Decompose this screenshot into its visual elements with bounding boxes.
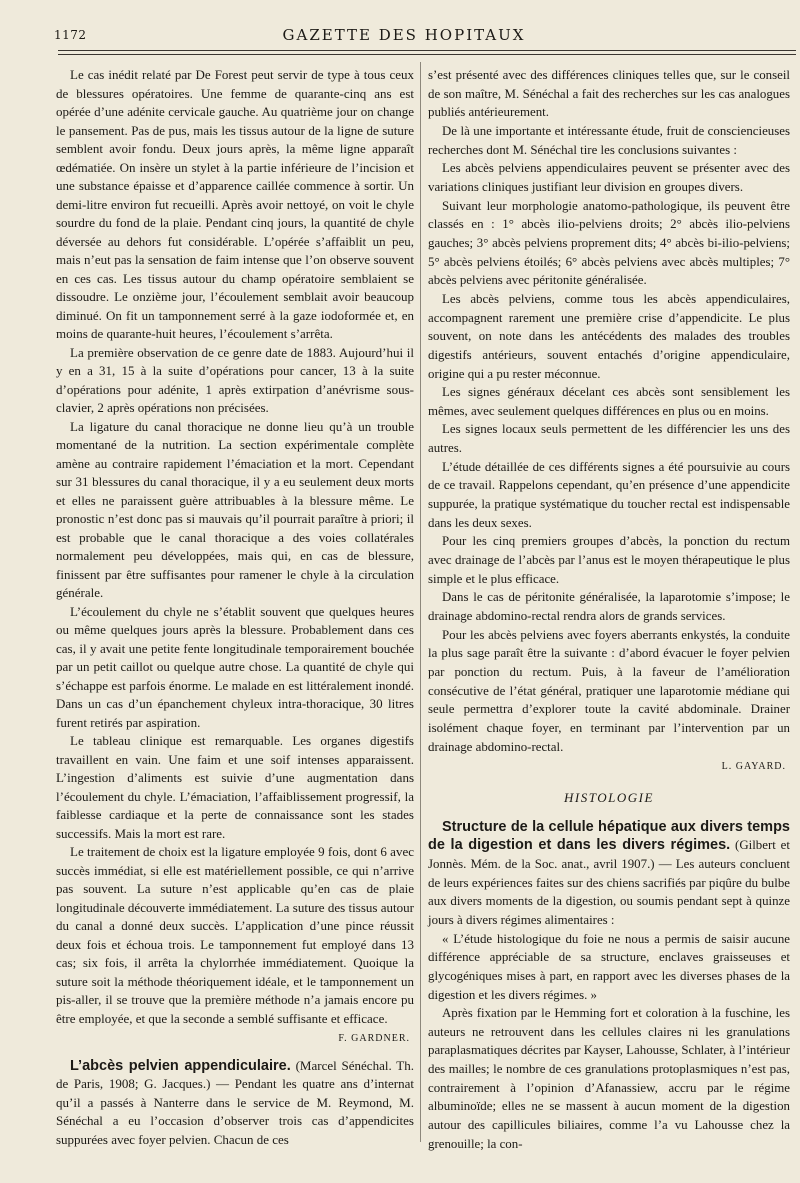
paragraph: « L’étude histologique du foie ne nous a permis de saisir aucune différence appréciable de sa structure, enclaves graisseuses et glycogéniques mises à part, en rapport avec les diverses phases de la digestion et les divers régimes. »	[428, 931, 790, 1002]
paragraph: Les signes locaux seuls permettent de les différencier les uns des autres.	[428, 422, 790, 456]
column-divider	[420, 62, 421, 1142]
page-header	[54, 24, 754, 46]
paragraph: Le cas inédit relaté par De Forest peut servir de type à tous ceux de blessures opératoires. Une femme de quarante-cinq ans est opérée d’une adénite cervicale gauche. Au quatrième jour on change le pansement. Pas de pus, mais les tissus autour de la ligne de suture semblent avoir fondu. Deux jours après, la même ligne apparaît œdématiée. On insère un stylet à la partie inférieure de l’incision et une substance épaisse et d’apparence caillée commence à sortir. Un demi-litre environ fut recueilli. Après avoir nettoyé, on voit le chyle sourdre du fond de la plaie. Pendant cinq jours, la quantité de chyle déversée au dehors fut considérable. L’opérée s’affaiblit un peu, mais n’eut pas la sensation de faim intense que l’on observe souvent en ces cas. Les tissus autour du champ opératoire semblaient se dissoudre. Le onzième jour, l’écoulement semblait avoir beaucoup diminué. On fit un tamponnement serré à la gaze iodoformée et, en moins de quarante-huit heures, l’écoulement s’arrêta.	[56, 67, 414, 341]
paragraph: L’écoulement du chyle ne s’établit souvent que quelques heures ou même quelques jours après la blessure. Probablement dans ces cas, il y avait une petite fente longitudinale temporairement bouchée par un petit caillot ou quelque autre chose. La quantité de chyle qui s’échappe est parfois énorme. Le malade en est littéralement inondé. Dans un cas d’un épanchement chyleux intra-thoracique, 30 litres furent retirés par aspiration.	[56, 603, 414, 730]
journal-title: GAZETTE DES HOPITAUX	[282, 26, 526, 44]
paragraph: Le traitement de choix est la ligature employée 9 fois, dont 6 avec succès immédiat, si elle est matériellement possible, ce qui n’arrive pas souvent. La suture n’est applicable qu’en cas de plaie longitudinale découverte immédiatement. La suture des tissus autour du canal a donné deux succès. L’application d’une pince réussit deux fois et échoua trois. Le tamponnement fut employé dans 13 cas; six fois, il arrêta la chylorrhée immédiatement. Quoique la suture soit la méthode théoriquement idéale, et le tamponnement un pis-aller, il se trouve que la première méthode n’a jamais encore pu être employée, et que la seconde a semblé suffisante et efficace.	[56, 844, 414, 1026]
right-column	[428, 66, 790, 1153]
article-lead: (Marcel Sénéchal. Th. de Paris, 1908; G. Jacques.) — Pendant les quatre ans d’internat qu’il a passés à Nanterre dans le service de M. Reymond, M. Sénéchal a eu l’occasion d’observer trois cas d’appendicites suppurées avec foyer pelvien. Chacun de ces	[56, 1057, 414, 1147]
paragraph: Le tableau clinique est remarquable. Les organes digestifs travaillent en vain. Une faim et une soif intenses apparaissent. L’ingestion d’aliments est suivie d’une augmentation dans l’écoulement du chyle. L’émaciation, l’affaiblissement progressif, la faiblesse cardiaque et la perte de connaissance sont les stades successifs. Mais la mort est rare.	[56, 733, 414, 841]
paragraph: Pour les abcès pelviens avec foyers aberrants enkystés, la conduite la plus sage paraît être la suivante : d’abord évacuer le foyer pelvien par ponction du rectum. Puis, à la faveur de l’amélioration consécutive de l’état général, pratiquer une laparotomie médiane qui seule permettra d’explorer toute la cavité abdominale. Drainer isolément chaque foyer, en terminant par l’intervention par un drainage abdomino-rectal.	[428, 627, 790, 754]
paragraph: Suivant leur morphologie anatomo-pathologique, ils peuvent être classés en : 1° abcès ilio-pelviens droits; 2° abcès ilio-pelviens gauches; 3° abcès pelviens proprement dits; 4° abcès bi-ilio-pelviens; 5° abcès pelviens étoilés; 6° abcès pelviens avec abcès multiples; 7° abcès pelviens avec péritonite généralisée.	[428, 198, 790, 288]
author-signature: L. GAYARD.	[721, 761, 786, 773]
section-heading: HISTOLOGIE	[564, 789, 654, 805]
page-number: 1172	[54, 28, 87, 42]
paragraph: Les signes généraux décelant ces abcès sont sensiblement les mêmes, avec seulement quelques différences en plus ou en moins.	[428, 385, 790, 418]
article-paragraph	[56, 1057, 414, 1150]
paragraph: Dans le cas de péritonite généralisée, la laparotomie s’impose; le drainage abdomino-rectal rendra alors de grands services.	[428, 590, 790, 624]
paragraph: La première observation de ce genre date de 1883. Aujourd’hui il y en a 31, 15 à la suite d’opérations pour cancer, 13 à la suite d’opérations pour adénite, 1 après extirpation d’anévrisme sous-clavier, 2 après opérations non précisées.	[56, 344, 414, 415]
author-signature: F. GARDNER.	[338, 1033, 410, 1044]
left-column	[56, 66, 414, 1149]
article-title: Structure de la cellule hépatique aux divers temps de la digestion et dans les divers régimes.	[428, 818, 790, 854]
paragraph: La ligature du canal thoracique ne donne lieu qu’à un trouble momentané de la nutrition. La section expérimentale complète amène au contraire rapidement l’émaciation et la mort. Cependant sur 31 blessures du canal thoracique, il y a eu seulement deux morts et elles ne paraissent guère attribuables à la blessure même. Le pronostic n’est donc pas si mauvais qu’il pourrait paraître à priori; il est probable que le canal thoracique a des voies collatérales normalement peu développées, mais qui, en cas de blessure, finissent par être suffisantes pour ramener le chyle à la circulation générale.	[56, 418, 414, 600]
header-rule	[58, 50, 796, 51]
paragraph: Les abcès pelviens appendiculaires peuvent se présenter avec des variations cliniques justifiant leur division en groupes divers.	[428, 161, 790, 194]
paragraph: De là une importante et intéressante étude, fruit de consciencieuses recherches dont M. Sénéchal tire les conclusions suivantes :	[428, 123, 790, 157]
article-title: L’abcès pelvien appendiculaire.	[70, 1057, 291, 1074]
paragraph: Pour les cinq premiers groupes d’abcès, la ponction du rectum avec drainage de l’abcès par l’anus est le moyen thérapeutique le plus simple et le plus efficace.	[428, 534, 790, 586]
article-paragraph	[428, 818, 790, 930]
paragraph: L’étude détaillée de ces différents signes a été poursuivie au cours de ce travail. Rappelons cependant, qu’en présence d’une appendicite suppurée, la pratique systématique du toucher rectal est indispensable dans les deux sexes.	[428, 459, 790, 530]
article-lead: (Gilbert et Jonnès. Mém. de la Soc. anat., avril 1907.) — Les auteurs concluent de leurs expériences faites sur des chiens sacrifiés par piqûre du bulbe aux divers moments de la digestion, ou soumis pendant sept à quinze jours à divers régimes alimentaires :	[428, 838, 790, 927]
paragraph: Les abcès pelviens, comme tous les abcès appendiculaires, accompagnent rarement une première crise d’appendicite. Le plus souvent, on note dans les antécédents des malades des troubles digestifs antérieurs, souvent entachés d’origine appendiculaire, origine qui a pu rester méconnue.	[428, 291, 790, 381]
header-rule-double	[58, 54, 796, 55]
paragraph: Après fixation par le Hemming fort et coloration à la fuschine, les auteurs ne retrouvent dans les cellules claires ni les granulations paraplasmatiques décrites par Kayser, Lahousse, Schlater, à l’intérieur des mailles; le nombre de ces granulations protoplasmiques n’est pas, contrairement à l’opinion d’Afanassiew, accru par le régime albuminoïde; elles ne se massent à aucun moment de la digestion autour des capillicules biliaires, comme l’a vu Lahousse chez la grenouille; la con-	[428, 1006, 790, 1151]
paragraph: s’est présenté avec des différences cliniques telles que, sur le conseil de son maître, M. Sénéchal a fait des recherches sur les cas analogues publiés antérieurement.	[428, 68, 790, 120]
